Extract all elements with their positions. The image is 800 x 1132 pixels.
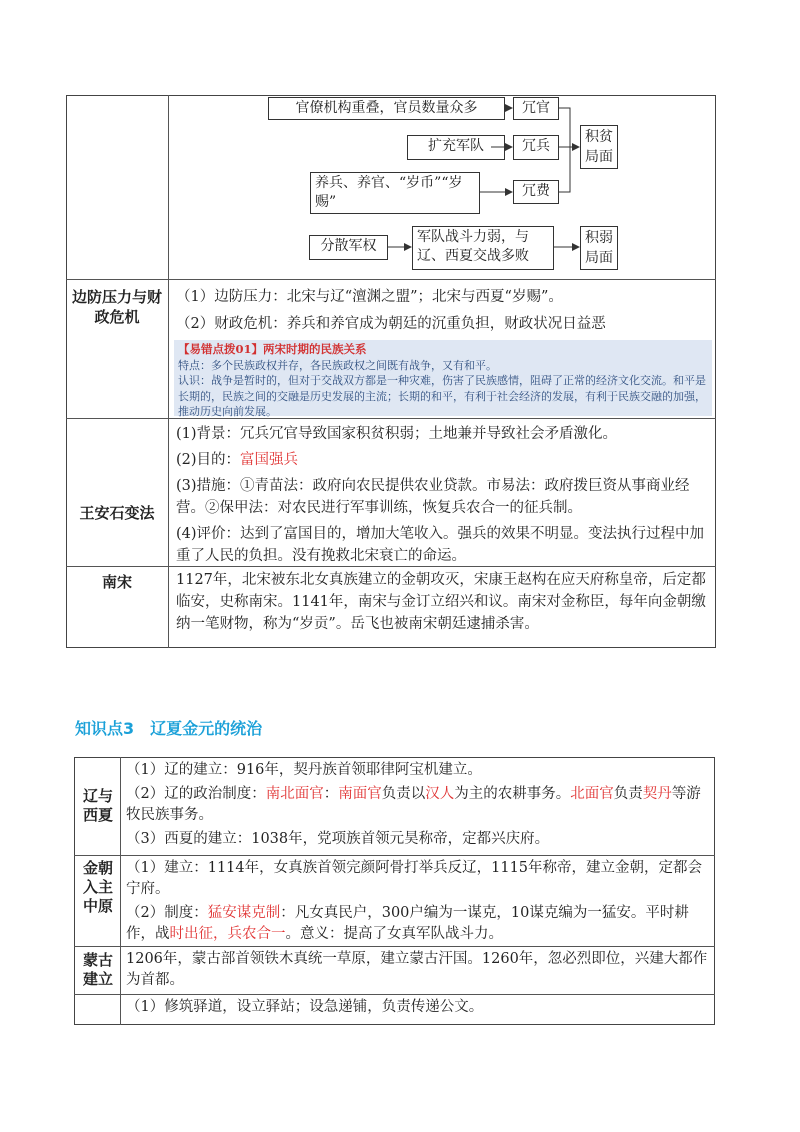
section-number: 知识点3 (75, 719, 135, 738)
section-title: 辽夏金元的统治 (150, 719, 263, 738)
jin-content (126, 858, 712, 945)
diagram-cause-disperse-military: 分散军权 (309, 235, 388, 260)
bracket-1 (559, 108, 570, 192)
table2-column-divider (120, 757, 121, 1025)
table2-row-divider (74, 994, 715, 995)
liao-political-system: （2）辽的政治制度：南北面官：南面官负责以汉人为主的农耕事务。北面官负责契丹等游牧民族事务。 (126, 786, 701, 823)
reform-measures: (3)措施：①青苗法：政府向农民提供农业贷款。市易法：政府拨巨资从事商业经营。②保甲法：对农民进行军事训练，恢复兵农合一的征兵制。 (176, 478, 690, 516)
error-tip-understanding: 认识：战争是暂时的，但对于交战双方都是一种灾难，伤害了民族感情，阻碍了正常的经济文化交流。和平是长期的，民族之间的交融是历史发展的主流；长期的和平，有利于社会经济的发展，有利于民族交融的加强，推动历史向前发展。 (178, 374, 706, 418)
error-tip-feature: 特点：多个民族政权并存，各民族政权之间既有战争，又有和平。 (178, 358, 497, 372)
error-tip-title: 【易错点拨01】两宋时期的民族关系 (178, 342, 367, 356)
diagram-outcome-weakness: 积弱局面 (580, 226, 618, 270)
mongol-content: 1206年，蒙古部首领铁木真统一草原，建立蒙古汗国。1260年，忽必烈即位，兴建大都作为首都。 (126, 951, 708, 988)
row-label-jin: 金朝入主中原 (82, 859, 113, 915)
error-tip-note (174, 340, 712, 416)
diagram-cause-bureaucracy: 官僚机构重叠，官员数量众多 (268, 97, 505, 120)
row-label-southern-song: 南宋 (101, 573, 132, 591)
reform-background: (1)背景：冗兵冗官导致国家积贫积弱；土地兼并导致社会矛盾激化。 (176, 426, 618, 442)
reform-content (176, 423, 711, 567)
row-label-reform: 王安石变法 (79, 504, 155, 522)
liao-founding: （1）辽的建立：916年，契丹族首领耶律阿宝机建立。 (126, 762, 482, 778)
diagram-result-redundant-soldiers: 冗兵 (513, 135, 559, 160)
diagram-cause-army: 扩充军队 (407, 135, 505, 160)
xixia-founding: （3）西夏的建立：1038年，党项族首领元昊称帝，定都兴庆府。 (126, 831, 550, 847)
row-label-mongol: 蒙古建立 (82, 951, 113, 988)
section-heading (75, 716, 262, 739)
table2-row-divider (74, 855, 715, 856)
row-label-frontier: 边防压力与财政危机 (71, 288, 162, 326)
frontier-pressure: （1）边防压力：北宋与辽“澶渊之盟”；北宋与西夏“岁赐”。 (176, 289, 563, 305)
liao-content (126, 760, 712, 850)
diagram-result-redundant-officials: 冗官 (513, 97, 559, 120)
jin-founding: （1）建立：1114年，女真族首领完颜阿骨打举兵反辽，1115年称帝，建立金朝，定都会宁府。 (126, 860, 703, 897)
frontier-content (176, 286, 711, 335)
frontier-finance: （2）财政危机：养兵和养官成为朝廷的沉重负担，财政状况日益恶 (176, 316, 606, 332)
reform-evaluation: (4)评价：达到了富国目的，增加大笔收入。强兵的效果不明显。变法执行过程中加重了人民的负担。没有挽救北宋衰亡的命运。 (176, 526, 705, 564)
reform-purpose (176, 449, 711, 471)
reform-purpose-value: 富国强兵 (240, 452, 299, 468)
reform-purpose-label: (2)目的： (176, 452, 241, 468)
diagram-weak-army: 军队战斗力弱，与辽、西夏交战多败 (412, 226, 554, 270)
table2-row-divider (74, 946, 715, 947)
diagram-outcome-poverty: 积贫局面 (580, 125, 618, 169)
southern-song-content: 1127年，北宋被东北女真族建立的金朝攻灭，宋康王赵构在应天府称皇帝，后定都临安，史称南宋。1141年，南宋与金订立绍兴和议。南宋对金称臣，每年向金朝缴纳一笔财物，称为“岁贡”。岳飞也被南宋朝廷逮捕杀害。 (176, 572, 706, 632)
diagram-cause-expenses: 养兵、养官、“岁币”“岁赐” (310, 172, 480, 214)
diagram-result-redundant-expenses: 冗费 (513, 180, 559, 204)
jin-system: （2）制度：猛安谋克制：凡女真民户，300户编为一谋克，10谋克编为一猛安。平时耕作，战时出征，兵农合一。意义：提高了女真军队战斗力。 (126, 905, 689, 942)
row-label-liao-xixia: 辽与西夏 (82, 787, 113, 824)
yuan-content: （1）修筑驿道，设立驿站；设急递铺，负责传递公文。 (126, 999, 484, 1015)
